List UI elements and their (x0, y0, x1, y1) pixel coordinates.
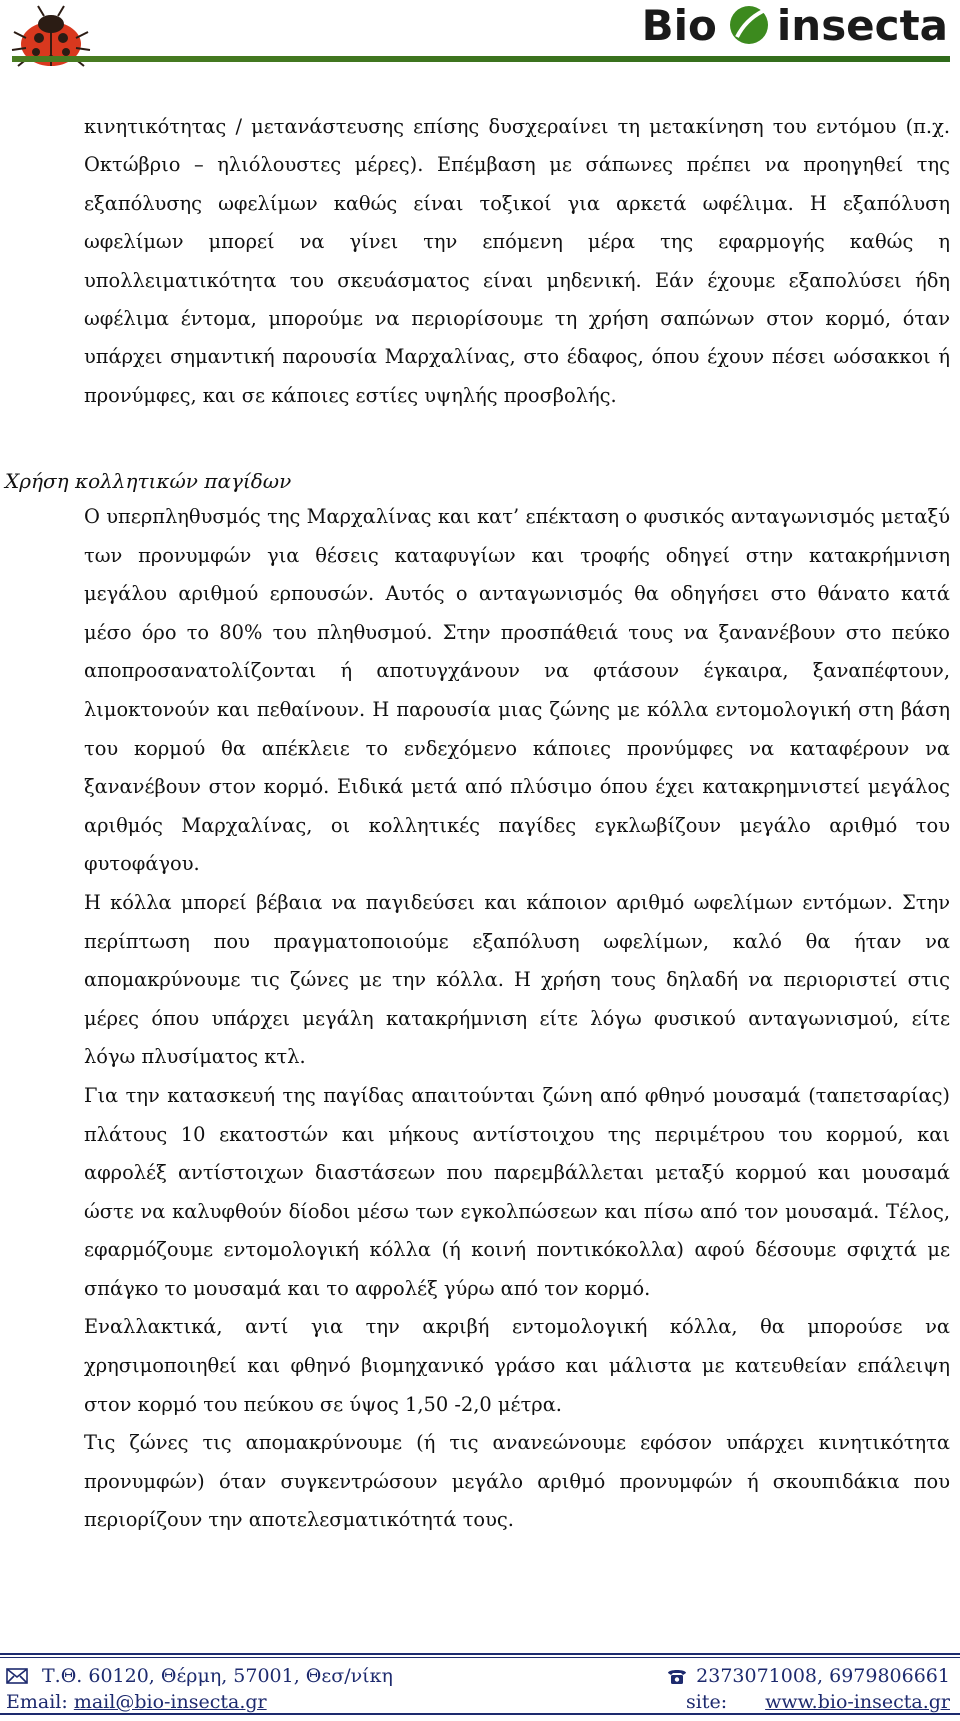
paragraph: Εναλλακτικά, αντί για την ακριβή εντομολογική κόλλα, θα μπορούσε να χρησιμοποιηθεί και φθηνό βιομηχανικό γράσο και μάλιστα με κατευθείαν επάλειψη στον κορμό του πεύκου σε ύψος 1,50 -2,0 μέτρα. (84, 1315, 950, 1416)
email-link[interactable]: mail@bio-insecta.gr (73, 1691, 267, 1713)
paragraph: Ο υπερπληθυσμός της Μαρχαλίνας και κατ’ επέκταση ο φυσικός ανταγωνισμός μεταξύ των προνυμφών για θέσεις καταφυγίων και τροφής οδηγεί στην κατακρήμνιση μεγάλου αριθμού ερπουσών. Αυτός ο ανταγωνισμός θα οδηγήσει στο θάνατο κατά μέσο όρο το 80% του πληθυσμού. Στην προσπάθειά τους να ξανανέβουν στο πεύκο αποπροσανατολίζονται ή αποτυγχάνουν να φτάσουν έγκαιρα, ξαναπέφτουν, λιμοκτονούν και πεθαίνουν. Η παρουσία μιας ζώνης με κόλλα εντομολογική στη βάση του κορμού θα απέκλειε το ενδεχόμενο κάποιες προνύμφες να καταφέρουν να ξανανέβουν στον κορμό. Ειδικά μετά από πλύσιμο όπου έχει κατακρημνιστεί μεγάλος αριθμός Μαρχαλίνας, οι κολλητικές παγίδες εγκλωβίζουν μεγάλο αριθμό του φυτοφάγου. (84, 505, 950, 876)
brand-logo (642, 0, 948, 50)
paragraph: Τις ζώνες τις απομακρύνουμε (ή τις ανανεώνουμε εφόσον υπάρχει κινητικότητα προνυμφών) όταν συγκεντρώσουν μεγάλο αριθμό προνυμφών ή σκουπιδάκια που περιορίζουν την αποτελεσματικότητά τους. (84, 1431, 950, 1532)
brand-name-bio: Bio (641, 0, 717, 50)
section-heading: Χρήση κολλητικών παγίδων (5, 469, 292, 493)
website-link[interactable]: www.bio-insecta.gr (765, 1691, 950, 1713)
paragraph: Για την κατασκευή της παγίδας απαιτούνται ζώνη από φθηνό μουσαμά (ταπετσαρίας) πλάτους 10 εκατοστών και μήκους αντίστοιχου της περιμέτρου του κορμού, και αφρολέξ αντίστοιχων διαστάσεων που παρεμβάλλεται μεταξύ κορμού και μουσαμά ώστε να καλυφθούν δίοδοι μέσω των εγκολπώσεων και πίσω από τον μουσαμά. Τέλος, εφαρμόζουμε εντομολογική κόλλα (ή κοινή ποντικόκολλα) αφού δέσουμε σφιχτά με σπάγκο το μουσαμά και το αφρολέξ γύρω από τον κορμό. (84, 1083, 950, 1300)
footer-phones (666, 1662, 950, 1690)
footer-divider (0, 1653, 960, 1655)
page-header (0, 0, 960, 78)
footer-email (6, 1688, 267, 1716)
envelope-icon (6, 1668, 28, 1684)
body-text-top (84, 108, 950, 415)
footer-contact-row (0, 1662, 960, 1690)
leaf-icon (727, 3, 771, 47)
email-label: Email: (6, 1691, 68, 1713)
phone-numbers: 2373071008, 6979806661 (696, 1665, 950, 1687)
footer-web-row (0, 1688, 960, 1716)
footer-address (6, 1662, 393, 1690)
ladybug-logo-icon (6, 2, 96, 74)
paragraph-continued: κινητικότητας / μετανάστευσης επίσης δυσχεραίνει τη μετακίνηση του εντόμου (π.χ. Οκτώβριο – ηλιόλουστες μέρες). Επέμβαση με σάπωνες πρέπει να προηγηθεί της εξαπόλυσης ωφελίμων καθώς είναι τοξικοί για αρκετά ωφέλιμα. Η εξαπόλυση ωφελίμων μπορεί να γίνει την επόμενη μέρα της εφαρμογής καθώς η υπολλειματικότητα του σκευάσματος είναι μηδενική. Εάν έχουμε εξαπολύσει ήδη ωφέλιμα έντομα, μπορούμε να περιορίσουμε τη χρήση σαπώνων στον κορμό, όταν υπάρχει σημαντική παρουσία Μαρχαλίνας, στο έδαφος, όπου έχουν πέσει ωόσακκοι ή προνύμφες, και σε κάποιες εστίες υψηλής προσβολής. (84, 115, 950, 407)
address-text: Τ.Θ. 60120, Θέρμη, 57001, Θεσ/νίκη (42, 1665, 393, 1687)
footer-site (765, 1688, 950, 1716)
section-body (84, 498, 950, 1540)
phone-icon (666, 1667, 688, 1685)
footer-divider (0, 1657, 960, 1658)
footer-divider (0, 1713, 960, 1715)
brand-name-insecta: insecta (776, 0, 948, 50)
site-label: site: (686, 1691, 728, 1713)
paragraph: Η κόλλα μπορεί βέβαια να παγιδεύσει και κάποιον αριθμό ωφελίμων εντόμων. Στην περίπτωση που πραγματοποιούμε εξαπόλυση ωφελίμων, καλό θα ήταν να απομακρύνουμε τις ζώνες με την κόλλα. Η χρήση τους δηλαδή να περιοριστεί στις μέρες όπου υπάρχει μεγάλη κατακρήμνιση είτε λόγω φυσικού ανταγωνισμού, είτε λόγω πλυσίματος κτλ. (84, 890, 950, 1069)
header-divider (12, 56, 950, 62)
